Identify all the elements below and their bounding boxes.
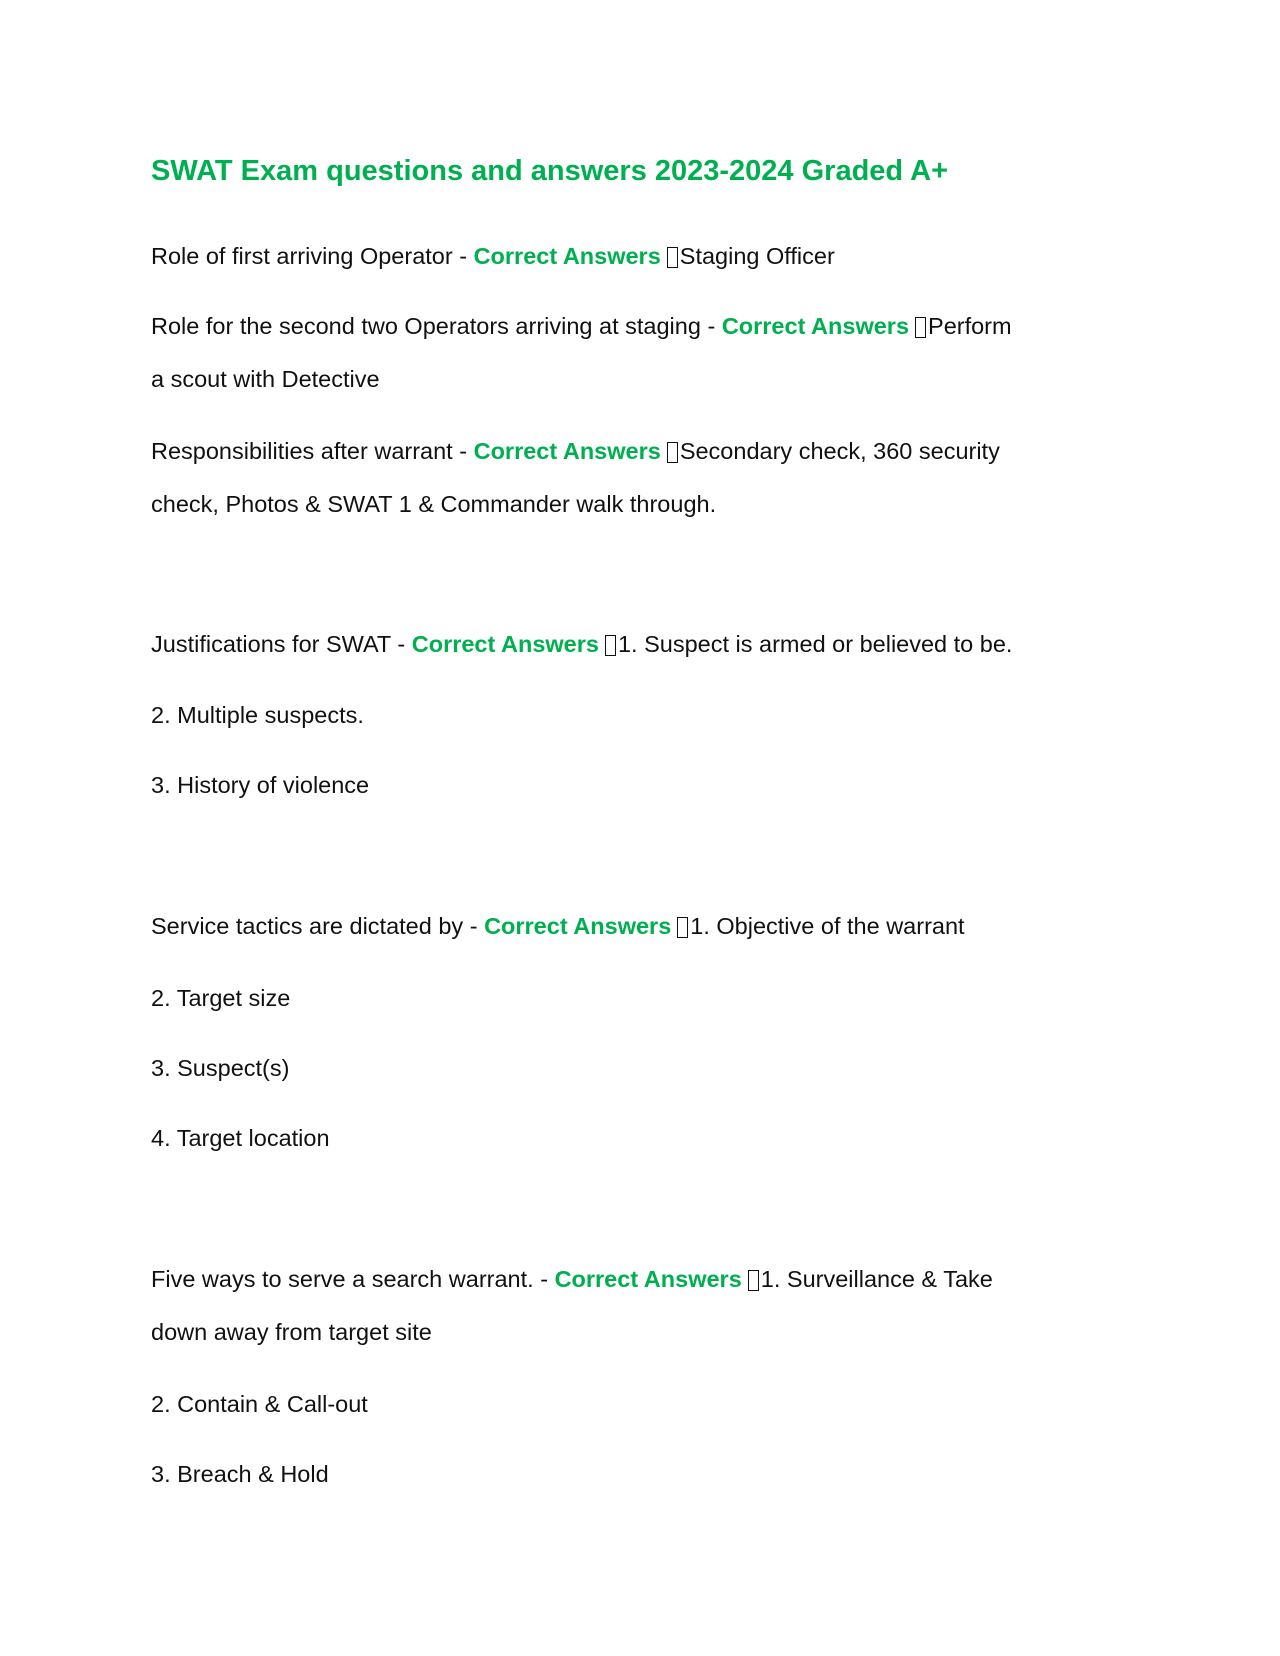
- answer-label: Correct Answers: [473, 438, 661, 464]
- answer-line: 3. Suspect(s): [151, 1055, 290, 1081]
- answer-line: 4. Target location: [151, 1125, 330, 1151]
- question: Role of first arriving Operator -: [151, 243, 474, 269]
- answer-line: check, Photos & SWAT 1 & Commander walk through.: [151, 491, 717, 517]
- qa-line: [151, 911, 965, 941]
- missing-glyph-icon: [667, 247, 678, 268]
- answer: 1. Surveillance & Take: [760, 1266, 993, 1292]
- answer-line: 2. Contain & Call-out: [151, 1391, 368, 1417]
- missing-glyph-icon: [667, 442, 678, 463]
- answer-line: 2. Target size: [151, 985, 291, 1011]
- answer-line: down away from target site: [151, 1319, 432, 1345]
- answer-label: Correct Answers: [473, 243, 661, 269]
- question: Role for the second two Operators arriving at staging -: [151, 313, 722, 339]
- question: Justifications for SWAT -: [151, 631, 412, 657]
- answer-line: 3. Breach & Hold: [151, 1461, 329, 1487]
- question: Five ways to serve a search warrant. -: [151, 1266, 555, 1292]
- document-title: SWAT Exam questions and answers 2023-2024 Graded A+: [151, 155, 949, 187]
- qa-line: [151, 241, 835, 271]
- answer: 1. Suspect is armed or believed to be.: [617, 631, 1013, 657]
- qa-line: [151, 1264, 993, 1294]
- missing-glyph-icon: [915, 317, 926, 338]
- answer: 1. Objective of the warrant: [690, 913, 965, 939]
- missing-glyph-icon: [605, 635, 616, 656]
- answer-line: a scout with Detective: [151, 366, 380, 392]
- missing-glyph-icon: [677, 917, 688, 938]
- answer: Perform: [928, 313, 1012, 339]
- answer-label: Correct Answers: [411, 631, 599, 657]
- question: Service tactics are dictated by -: [151, 913, 485, 939]
- missing-glyph-icon: [748, 1270, 759, 1291]
- answer-label: Correct Answers: [721, 313, 910, 339]
- qa-line: [151, 629, 1012, 659]
- answer-label: Correct Answers: [554, 1266, 742, 1292]
- answer: Staging Officer: [679, 243, 835, 269]
- answer: Secondary check, 360 security: [679, 438, 1000, 464]
- question: Responsibilities after warrant -: [151, 438, 474, 464]
- qa-line: [151, 311, 1012, 341]
- qa-line: [151, 436, 1000, 466]
- answer-label: Correct Answers: [484, 913, 672, 939]
- answer-line: 2. Multiple suspects.: [151, 702, 364, 728]
- answer-line: 3. History of violence: [151, 772, 370, 798]
